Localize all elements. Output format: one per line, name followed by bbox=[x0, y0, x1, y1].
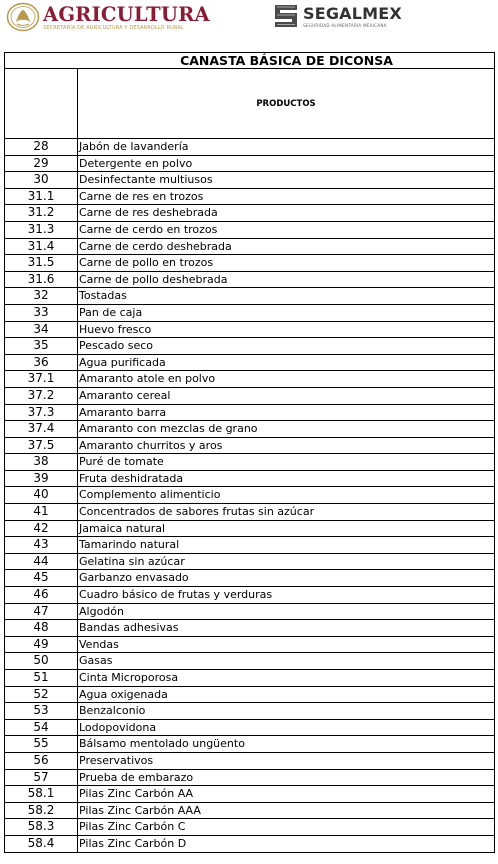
canasta-table bbox=[4, 52, 495, 853]
table-row bbox=[5, 338, 495, 355]
table-row bbox=[5, 587, 495, 604]
table-row bbox=[5, 603, 495, 620]
row-product: Agua purificada bbox=[78, 354, 495, 371]
row-number: 57 bbox=[5, 769, 78, 786]
row-number: 39 bbox=[5, 470, 78, 487]
row-product: Pilas Zinc Carbón AA bbox=[78, 786, 495, 803]
table-row bbox=[5, 404, 495, 421]
page-header bbox=[0, 0, 498, 52]
row-product: Pan de caja bbox=[78, 304, 495, 321]
table-row bbox=[5, 288, 495, 305]
row-product: Concentrados de sabores frutas sin azúcar bbox=[78, 504, 495, 521]
row-product: Jabón de lavandería bbox=[78, 139, 495, 156]
row-number: 41 bbox=[5, 504, 78, 521]
row-number: 29 bbox=[5, 155, 78, 172]
row-product: Amaranto cereal bbox=[78, 387, 495, 404]
table-row bbox=[5, 520, 495, 537]
table-row bbox=[5, 553, 495, 570]
row-product: Tamarindo natural bbox=[78, 537, 495, 554]
row-number: 43 bbox=[5, 537, 78, 554]
table-row bbox=[5, 205, 495, 222]
row-product: Cuadro básico de frutas y verduras bbox=[78, 587, 495, 604]
table-row bbox=[5, 238, 495, 255]
table-row bbox=[5, 719, 495, 736]
row-product: Pilas Zinc Carbón C bbox=[78, 819, 495, 836]
row-product: Desinfectante multiusos bbox=[78, 172, 495, 189]
agricultura-title: AGRICULTURA bbox=[43, 2, 210, 26]
row-number: 32 bbox=[5, 288, 78, 305]
table-row bbox=[5, 470, 495, 487]
row-product: Amaranto con mezclas de grano bbox=[78, 421, 495, 438]
table-row bbox=[5, 653, 495, 670]
row-number: 31.1 bbox=[5, 188, 78, 205]
row-product: Garbanzo envasado bbox=[78, 570, 495, 587]
row-product: Tostadas bbox=[78, 288, 495, 305]
row-number: 58.3 bbox=[5, 819, 78, 836]
row-number: 56 bbox=[5, 752, 78, 769]
row-product: Preservativos bbox=[78, 752, 495, 769]
segalmex-title: SEGALMEX bbox=[303, 4, 402, 23]
table-row bbox=[5, 271, 495, 288]
row-product: Pilas Zinc Carbón AAA bbox=[78, 802, 495, 819]
row-number: 47 bbox=[5, 603, 78, 620]
table-row bbox=[5, 139, 495, 156]
row-product: Detergente en polvo bbox=[78, 155, 495, 172]
row-product: Huevo fresco bbox=[78, 321, 495, 338]
row-number: 44 bbox=[5, 553, 78, 570]
table-row bbox=[5, 188, 495, 205]
row-number: 49 bbox=[5, 636, 78, 653]
eagle-seal-icon bbox=[6, 2, 40, 32]
row-product: Carne de pollo deshebrada bbox=[78, 271, 495, 288]
row-product: Algodón bbox=[78, 603, 495, 620]
row-number: 36 bbox=[5, 354, 78, 371]
row-number: 38 bbox=[5, 454, 78, 471]
row-product: Fruta deshidratada bbox=[78, 470, 495, 487]
row-product: Amaranto churritos y aros bbox=[78, 437, 495, 454]
row-number: 28 bbox=[5, 139, 78, 156]
row-product: Jamaica natural bbox=[78, 520, 495, 537]
table-title-row bbox=[5, 53, 495, 69]
table-row bbox=[5, 304, 495, 321]
table-row bbox=[5, 487, 495, 504]
row-product: Agua oxigenada bbox=[78, 686, 495, 703]
row-number: 52 bbox=[5, 686, 78, 703]
table-row bbox=[5, 155, 495, 172]
row-number: 58.2 bbox=[5, 802, 78, 819]
header-number-cell bbox=[5, 69, 78, 139]
row-number: 51 bbox=[5, 670, 78, 687]
table-row bbox=[5, 819, 495, 836]
row-number: 31.3 bbox=[5, 221, 78, 238]
row-product: Gasas bbox=[78, 653, 495, 670]
row-product: Carne de res deshebrada bbox=[78, 205, 495, 222]
table-row bbox=[5, 172, 495, 189]
row-number: 37.1 bbox=[5, 371, 78, 388]
row-number: 37.5 bbox=[5, 437, 78, 454]
table-row bbox=[5, 752, 495, 769]
row-product: Bálsamo mentolado ungüento bbox=[78, 736, 495, 753]
segalmex-subtitle: SEGURIDAD ALIMENTARIA MEXICANA bbox=[303, 23, 387, 28]
row-number: 37.2 bbox=[5, 387, 78, 404]
table-row bbox=[5, 620, 495, 637]
table-row bbox=[5, 802, 495, 819]
row-number: 50 bbox=[5, 653, 78, 670]
table-row bbox=[5, 537, 495, 554]
row-number: 42 bbox=[5, 520, 78, 537]
agricultura-subtitle: SECRETARÍA DE AGRICULTURA Y DESARROLLO RURAL bbox=[43, 24, 184, 31]
row-product: Benzalconio bbox=[78, 703, 495, 720]
row-product: Gelatina sin azúcar bbox=[78, 553, 495, 570]
row-number: 54 bbox=[5, 719, 78, 736]
row-number: 48 bbox=[5, 620, 78, 637]
table-row bbox=[5, 321, 495, 338]
row-number: 55 bbox=[5, 736, 78, 753]
row-product: Pescado seco bbox=[78, 338, 495, 355]
table-row bbox=[5, 703, 495, 720]
table-row bbox=[5, 221, 495, 238]
row-number: 31.2 bbox=[5, 205, 78, 222]
table-row bbox=[5, 504, 495, 521]
table-row bbox=[5, 570, 495, 587]
table-title: CANASTA BÁSICA DE DICONSA bbox=[5, 53, 495, 69]
segalmex-logo bbox=[272, 2, 402, 30]
row-number: 35 bbox=[5, 338, 78, 355]
header-products: PRODUCTOS bbox=[78, 69, 495, 139]
table-row bbox=[5, 835, 495, 852]
table-row bbox=[5, 354, 495, 371]
table-row bbox=[5, 421, 495, 438]
row-product: Complemento alimenticio bbox=[78, 487, 495, 504]
row-product: Pilas Zinc Carbón D bbox=[78, 835, 495, 852]
table-row bbox=[5, 437, 495, 454]
row-product: Prueba de embarazo bbox=[78, 769, 495, 786]
row-product: Bandas adhesivas bbox=[78, 620, 495, 637]
row-product: Carne de cerdo en trozos bbox=[78, 221, 495, 238]
table-row bbox=[5, 786, 495, 803]
row-number: 58.1 bbox=[5, 786, 78, 803]
table-header-row bbox=[5, 69, 495, 139]
row-product: Cinta Microporosa bbox=[78, 670, 495, 687]
table-row bbox=[5, 769, 495, 786]
row-product: Carne de cerdo deshebrada bbox=[78, 238, 495, 255]
row-product: Lodopovidona bbox=[78, 719, 495, 736]
table-row bbox=[5, 670, 495, 687]
row-product: Amaranto atole en polvo bbox=[78, 371, 495, 388]
table-row bbox=[5, 387, 495, 404]
table-row bbox=[5, 636, 495, 653]
row-number: 34 bbox=[5, 321, 78, 338]
row-number: 31.5 bbox=[5, 255, 78, 272]
row-number: 58.4 bbox=[5, 835, 78, 852]
table-row bbox=[5, 686, 495, 703]
row-product: Carne de res en trozos bbox=[78, 188, 495, 205]
row-number: 46 bbox=[5, 587, 78, 604]
table-row bbox=[5, 454, 495, 471]
row-product: Puré de tomate bbox=[78, 454, 495, 471]
row-number: 40 bbox=[5, 487, 78, 504]
row-number: 33 bbox=[5, 304, 78, 321]
row-number: 45 bbox=[5, 570, 78, 587]
row-product: Amaranto barra bbox=[78, 404, 495, 421]
row-number: 53 bbox=[5, 703, 78, 720]
row-number: 31.6 bbox=[5, 271, 78, 288]
table-row bbox=[5, 255, 495, 272]
row-number: 37.4 bbox=[5, 421, 78, 438]
segalmex-emblem-icon bbox=[272, 2, 300, 30]
row-number: 30 bbox=[5, 172, 78, 189]
agricultura-logo bbox=[6, 2, 210, 32]
table-row bbox=[5, 736, 495, 753]
row-product: Carne de pollo en trozos bbox=[78, 255, 495, 272]
row-number: 37.3 bbox=[5, 404, 78, 421]
row-number: 31.4 bbox=[5, 238, 78, 255]
table-row bbox=[5, 371, 495, 388]
row-product: Vendas bbox=[78, 636, 495, 653]
